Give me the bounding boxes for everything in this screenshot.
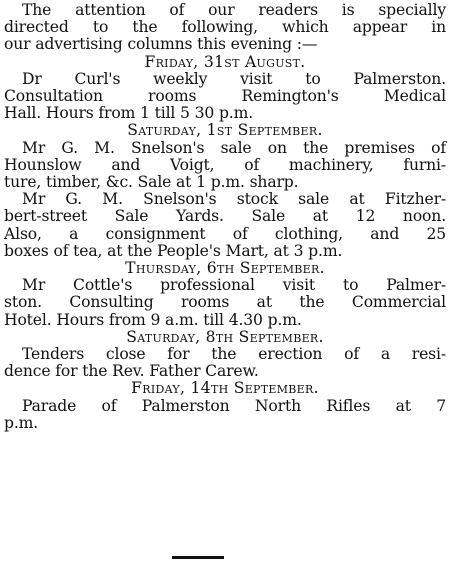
notice-line: ston. Consulting rooms at the Commercial: [4, 293, 446, 312]
column-divider-rule: [172, 556, 224, 559]
section-heading: Friday, 14th September.: [131, 379, 319, 398]
notice-paragraph: [4, 277, 446, 329]
notice-line: Also, a consignment of clothing, and 25: [4, 224, 446, 243]
notice-line: Mr G. M. Snelson's sale on the premises of: [22, 138, 446, 157]
intro-line: our advertising columns this evening :—: [4, 35, 318, 54]
intro-line: directed to the following, which appear in: [4, 18, 446, 37]
intro-line: The attention of our readers is specially: [22, 1, 446, 19]
section-saturday-1-september: [4, 122, 446, 260]
notice-paragraph: [4, 140, 446, 192]
notice-line: Hall. Hours from 1 till 5 30 p.m.: [4, 104, 254, 123]
notice-line: Dr Curl's weekly visit to Palmerston.: [22, 69, 446, 88]
notice-line: p.m.: [4, 413, 39, 432]
intro-paragraph: [4, 2, 446, 54]
notice-paragraph: [4, 398, 446, 432]
notice-line: Mr Cottle's professional visit to Palmer-: [22, 276, 446, 295]
notice-line: Parade of Palmerston North Rifles at 7: [22, 396, 446, 415]
notice-line: bert-street Sale Yards. Sale at 12 noon.: [4, 207, 446, 226]
notice-line: Mr G. M. Snelson's stock sale at Fitzher-: [22, 190, 446, 209]
notice-line: Consultation rooms Remington's Medical: [4, 87, 446, 106]
notice-line: Hotel. Hours from 9 a.m. till 4.30 p.m.: [4, 310, 302, 329]
section-heading: Friday, 31st August.: [144, 52, 306, 71]
notice-line: boxes of tea, at the People's Mart, at 3 p.m.: [4, 241, 343, 260]
section-heading: Saturday, 8th September.: [126, 327, 324, 346]
notice-paragraph: [4, 346, 446, 380]
notice-paragraph: [4, 71, 446, 123]
notice-line: Hounslow and Voigt, of machinery, furni-: [4, 155, 446, 174]
section-saturday-8-september: [4, 329, 446, 381]
section-thursday-6-september: [4, 260, 446, 329]
notice-line: dence for the Rev. Father Carew.: [4, 362, 259, 381]
notice-paragraph: [4, 191, 446, 260]
section-heading: Thursday, 6th September.: [125, 259, 325, 278]
notice-line: Tenders close for the erection of a resi-: [22, 345, 446, 364]
section-friday-14-september: [4, 380, 446, 432]
section-friday-31-august: [4, 54, 446, 123]
section-heading: Saturday, 1st September.: [127, 121, 323, 140]
notice-line: ture, timber, &c. Sale at 1 p.m. sharp.: [4, 173, 299, 192]
